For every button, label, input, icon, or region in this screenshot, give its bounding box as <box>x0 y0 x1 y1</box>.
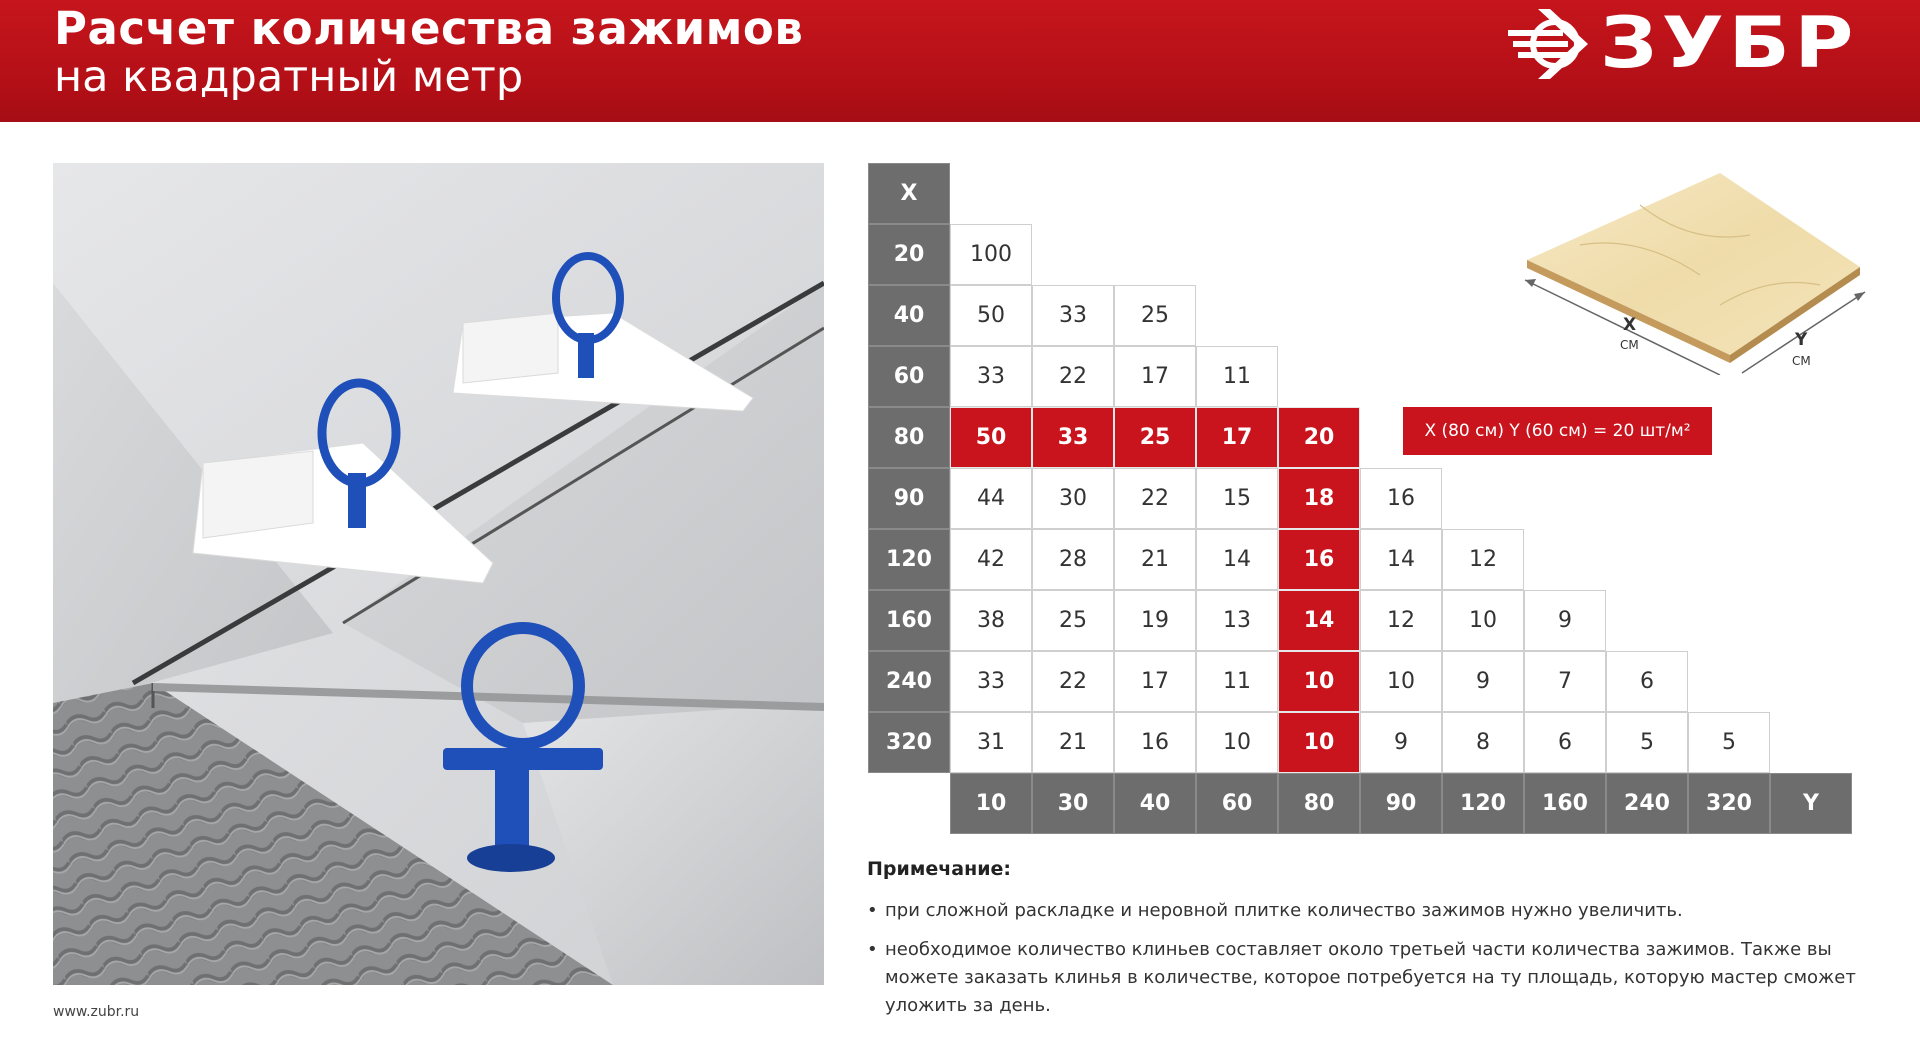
table-cell: 17 <box>1114 651 1196 712</box>
zubr-arrow-logo-icon <box>1508 4 1598 84</box>
row-header-x: 40 <box>868 285 950 346</box>
table-cell: 14 <box>1196 529 1278 590</box>
brand-logo-text: ЗУБР <box>1600 2 1859 84</box>
highlighted-cell: 20 <box>1278 407 1360 468</box>
highlighted-cell: 10 <box>1278 651 1360 712</box>
highlighted-cell: 17 <box>1196 407 1278 468</box>
table-cell: 17 <box>1114 346 1196 407</box>
example-calculation: X (80 см) Y (60 см) = 20 шт/м² <box>1403 407 1712 455</box>
table-cell: 33 <box>950 651 1032 712</box>
table-cell: 12 <box>1442 529 1524 590</box>
table-cell: 13 <box>1196 590 1278 651</box>
table-cell: 38 <box>950 590 1032 651</box>
bullet-icon: • <box>867 900 878 921</box>
table-cell: 5 <box>1606 712 1688 773</box>
table-cell: 8 <box>1442 712 1524 773</box>
row-header-x: 160 <box>868 590 950 651</box>
page-title: Расчет количества зажимов <box>54 2 804 55</box>
note-text: необходимое количество клиньев составляет около третьей части количества зажимов. Также вы можете заказать клинья в количестве, которое потребуется на ту площадь, которую мастер сможет уложить за день. <box>885 939 1856 1016</box>
x-axis-header: X <box>868 163 950 224</box>
notes-title: Примечание: <box>867 858 1012 880</box>
tile-y-unit: СМ <box>1792 354 1811 368</box>
table-cell: 10 <box>1360 651 1442 712</box>
table-cell: 30 <box>1032 468 1114 529</box>
table-cell: 25 <box>1032 590 1114 651</box>
table-cell: 42 <box>950 529 1032 590</box>
column-header-y: 90 <box>1360 773 1442 834</box>
note-item <box>867 897 1877 925</box>
table-cell: 33 <box>950 346 1032 407</box>
table-cell: 19 <box>1114 590 1196 651</box>
column-header-y: 80 <box>1278 773 1360 834</box>
table-cell: 6 <box>1606 651 1688 712</box>
table-cell: 12 <box>1360 590 1442 651</box>
tile-y-label: Y <box>1795 330 1808 350</box>
table-cell: 31 <box>950 712 1032 773</box>
table-cell: 22 <box>1032 346 1114 407</box>
row-header-x: 20 <box>868 224 950 285</box>
table-cell: 9 <box>1442 651 1524 712</box>
header-banner <box>0 0 1920 122</box>
website-link[interactable]: www.zubr.ru <box>53 1004 140 1020</box>
table-cell: 9 <box>1524 590 1606 651</box>
highlighted-cell: 50 <box>950 407 1032 468</box>
column-header-y: 30 <box>1032 773 1114 834</box>
table-cell: 22 <box>1114 468 1196 529</box>
column-header-y: 120 <box>1442 773 1524 834</box>
column-header-y: 160 <box>1524 773 1606 834</box>
column-header-y: 240 <box>1606 773 1688 834</box>
highlighted-cell: 25 <box>1114 407 1196 468</box>
table-cell: 16 <box>1114 712 1196 773</box>
table-cell: 21 <box>1114 529 1196 590</box>
table-cell: 5 <box>1688 712 1770 773</box>
row-header-x: 90 <box>868 468 950 529</box>
table-cell: 14 <box>1360 529 1442 590</box>
table-cell: 22 <box>1032 651 1114 712</box>
column-header-y: 40 <box>1114 773 1196 834</box>
column-header-y: 60 <box>1196 773 1278 834</box>
note-item <box>867 936 1877 1020</box>
y-axis-header: Y <box>1770 773 1852 834</box>
tile-x-unit: СМ <box>1620 338 1639 352</box>
column-header-y: 10 <box>950 773 1032 834</box>
tile-x-label: X <box>1623 315 1637 335</box>
bullet-icon: • <box>867 939 878 960</box>
highlighted-cell: 16 <box>1278 529 1360 590</box>
highlighted-cell: 33 <box>1032 407 1114 468</box>
row-header-x: 80 <box>868 407 950 468</box>
table-cell: 10 <box>1442 590 1524 651</box>
row-header-x: 320 <box>868 712 950 773</box>
highlighted-cell: 18 <box>1278 468 1360 529</box>
highlighted-cell: 10 <box>1278 712 1360 773</box>
tile-diagram <box>1520 165 1870 375</box>
table-cell: 11 <box>1196 651 1278 712</box>
column-header-y: 320 <box>1688 773 1770 834</box>
highlighted-cell: 14 <box>1278 590 1360 651</box>
table-cell: 6 <box>1524 712 1606 773</box>
table-cell: 50 <box>950 285 1032 346</box>
product-photo <box>53 163 824 985</box>
table-cell: 9 <box>1360 712 1442 773</box>
table-cell: 33 <box>1032 285 1114 346</box>
table-cell: 15 <box>1196 468 1278 529</box>
table-cell: 25 <box>1114 285 1196 346</box>
page-subtitle: на квадратный метр <box>54 52 524 102</box>
row-header-x: 60 <box>868 346 950 407</box>
table-cell: 16 <box>1360 468 1442 529</box>
row-header-x: 240 <box>868 651 950 712</box>
table-cell: 28 <box>1032 529 1114 590</box>
table-cell: 100 <box>950 224 1032 285</box>
table-cell: 10 <box>1196 712 1278 773</box>
row-header-x: 120 <box>868 529 950 590</box>
table-cell: 7 <box>1524 651 1606 712</box>
table-cell: 11 <box>1196 346 1278 407</box>
note-text: при сложной раскладке и неровной плитке количество зажимов нужно увеличить. <box>885 900 1683 921</box>
table-cell: 44 <box>950 468 1032 529</box>
table-cell: 21 <box>1032 712 1114 773</box>
